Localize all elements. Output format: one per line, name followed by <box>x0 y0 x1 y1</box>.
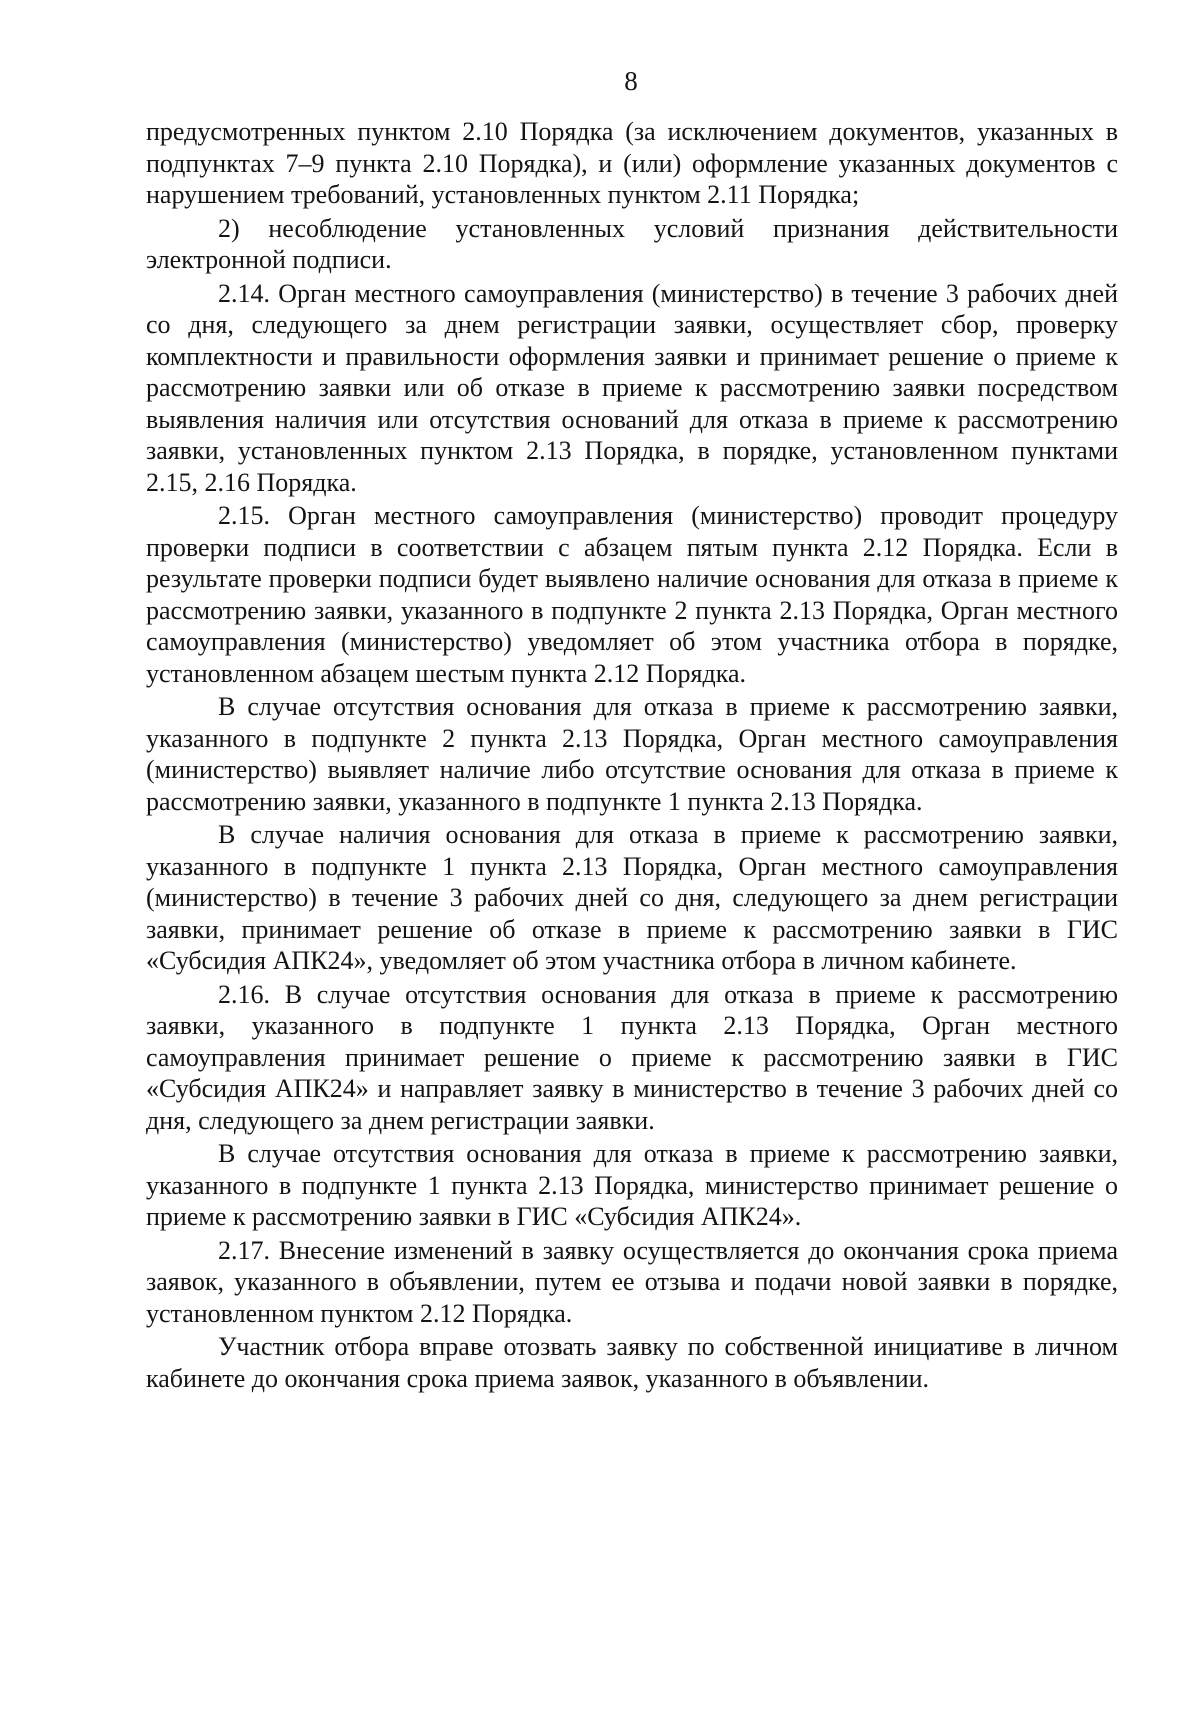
page-number: 8 <box>624 66 638 96</box>
paragraph-clause-2-14: 2.14. Орган местного самоуправления (министерство) в течение 3 рабочих дней со дня, следующего за днем регистрации заявки, осуществляет сбор, проверку комплектности и правильности оформления заявки и принимает решение о приеме к рассмотрению заявки или об отказе в приеме к рассмотрению заявки посредством выявления наличия или отсутствия оснований для отказа в приеме к рассмотрению заявки, установленных пунктом 2.13 Порядка, в порядке, установленном пунктами 2.15, 2.16 Порядка. <box>146 278 1118 497</box>
paragraph-withdraw-application: Участник отбора вправе отозвать заявку по собственной инициативе в личном кабинете до окончания срока приема заявок, указанного в объявлении. <box>146 1332 1118 1393</box>
document-body <box>146 116 1118 1396</box>
paragraph-no-grounds-subitem-2: В случае отсутствия основания для отказа в приеме к рассмотрению заявки, указанного в подпункте 2 пункта 2.13 Порядка, Орган местного самоуправления (министерство) выявляет наличие либо отсутствие основания для отказа в приеме к рассмотрению заявки, указанного в подпункте 1 пункта 2.13 Порядка. <box>146 692 1118 816</box>
paragraph-subitem-2: 2) несоблюдение установленных условий признания действительности электронной подписи. <box>146 213 1118 274</box>
paragraph-grounds-subitem-1: В случае наличия основания для отказа в приеме к рассмотрению заявки, указанного в подпункте 1 пункта 2.13 Порядка, Орган местного самоуправления (министерство) в течение 3 рабочих дней со дня, следующего за днем регистрации заявки, принимает решение об отказе в приеме к рассмотрению заявки в ГИС «Субсидия АПК24», уведомляет об этом участника отбора в личном кабинете. <box>146 820 1118 975</box>
paragraph-continuation: предусмотренных пунктом 2.10 Порядка (за исключением документов, указанных в подпунктах 7–9 пункта 2.10 Порядка), и (или) оформление указанных документов с нарушением требований, установленных пунктом 2.11 Порядка; <box>146 117 1118 209</box>
paragraph-clause-2-15: 2.15. Орган местного самоуправления (министерство) проводит процедуру проверки подписи в соответствии с абзацем пятым пункта 2.12 Порядка. Если в результате проверки подписи будет выявлено наличие основания для отказа в приеме к рассмотрению заявки, указанного в подпункте 2 пункта 2.13 Порядка, Орган местного самоуправления (министерство) уведомляет об этом участника отбора в порядке, установленном абзацем шестым пункта 2.12 Порядка. <box>146 501 1118 688</box>
paragraph-clause-2-17: 2.17. Внесение изменений в заявку осуществляется до окончания срока приема заявок, указанного в объявлении, путем ее отзыва и подачи новой заявки в порядке, установленном пунктом 2.12 Порядка. <box>146 1235 1118 1328</box>
paragraph-ministry-decision: В случае отсутствия основания для отказа в приеме к рассмотрению заявки, указанного в подпункте 1 пункта 2.13 Порядка, министерство принимает решение о приеме к рассмотрению заявки в ГИС «Субсидия АПК24». <box>146 1139 1118 1231</box>
paragraph-clause-2-16: 2.16. В случае отсутствия основания для отказа в приеме к рассмотрению заявки, указанного в подпункте 1 пункта 2.13 Порядка, Орган местного самоуправления принимает решение о приеме к рассмотрению заявки в ГИС «Субсидия АПК24» и направляет заявку в министерство в течение 3 рабочих дней со дня, следующего за днем регистрации заявки. <box>146 979 1118 1135</box>
